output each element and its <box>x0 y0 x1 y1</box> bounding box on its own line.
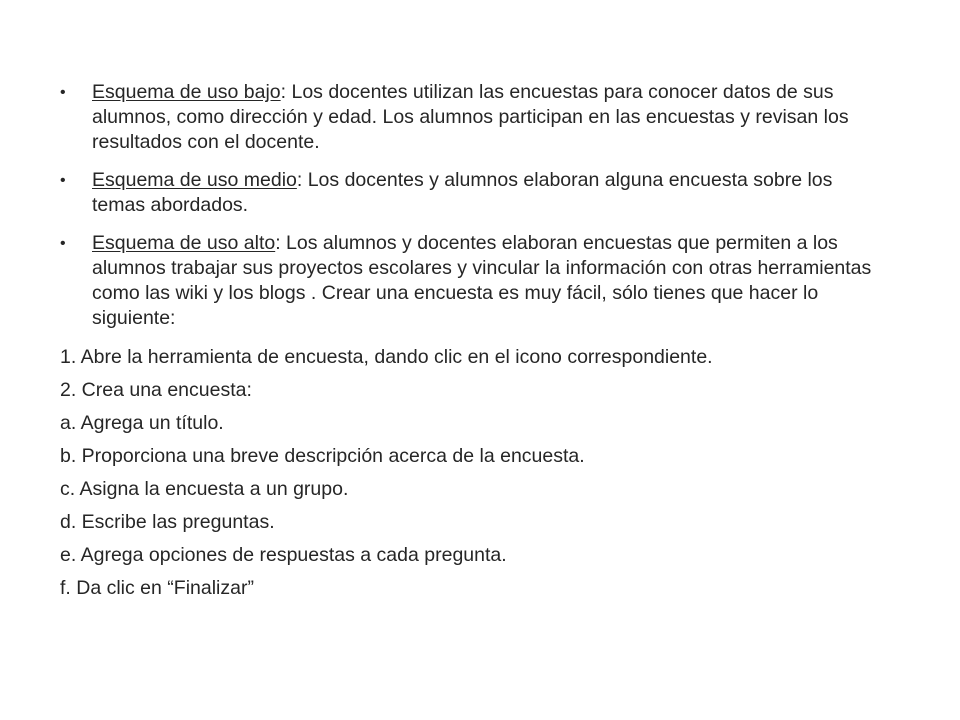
bullet-icon: • <box>60 84 66 101</box>
step-item: 2. Crea una encuesta: <box>60 379 252 401</box>
steps-list <box>60 345 920 609</box>
bullet-text: : Los docentes y alumnos elaboran alguna encuesta sobre los temas abordados. <box>92 169 833 216</box>
step-item: e. Agrega opciones de respuestas a cada pregunta. <box>60 544 507 566</box>
step-item: d. Escribe las preguntas. <box>60 511 275 533</box>
bullet-term: Esquema de uso medio <box>92 169 297 191</box>
bullet-icon: • <box>60 235 66 252</box>
bullet-term: Esquema de uso bajo <box>92 81 281 103</box>
step-item: f. Da clic en “Finalizar” <box>60 577 254 599</box>
bullet-item-low <box>60 80 880 155</box>
step-item: c. Asigna la encuesta a un grupo. <box>60 478 349 500</box>
usage-scheme-list <box>60 80 880 344</box>
bullet-icon: • <box>60 172 66 189</box>
step-item: 1. Abre la herramienta de encuesta, dando clic en el icono correspondiente. <box>60 346 713 368</box>
bullet-text: : Los docentes utilizan las encuestas para conocer datos de sus alumnos, como dirección y edad. Los alumnos participan en las encuestas y revisan los resultados con el docente. <box>92 81 849 153</box>
bullet-item-high <box>60 231 880 331</box>
step-item: b. Proporciona una breve descripción acerca de la encuesta. <box>60 445 585 467</box>
step-item: a. Agrega un título. <box>60 412 224 434</box>
bullet-item-medium <box>60 168 880 218</box>
bullet-text: : Los alumnos y docentes elaboran encuestas que permiten a los alumnos trabajar sus proyectos escolares y vincular la información con otras herramientas como las wiki y los blogs . Crear una encuesta es muy fácil, sólo tienes que hacer lo siguiente: <box>92 232 872 329</box>
bullet-term: Esquema de uso alto <box>92 232 276 254</box>
